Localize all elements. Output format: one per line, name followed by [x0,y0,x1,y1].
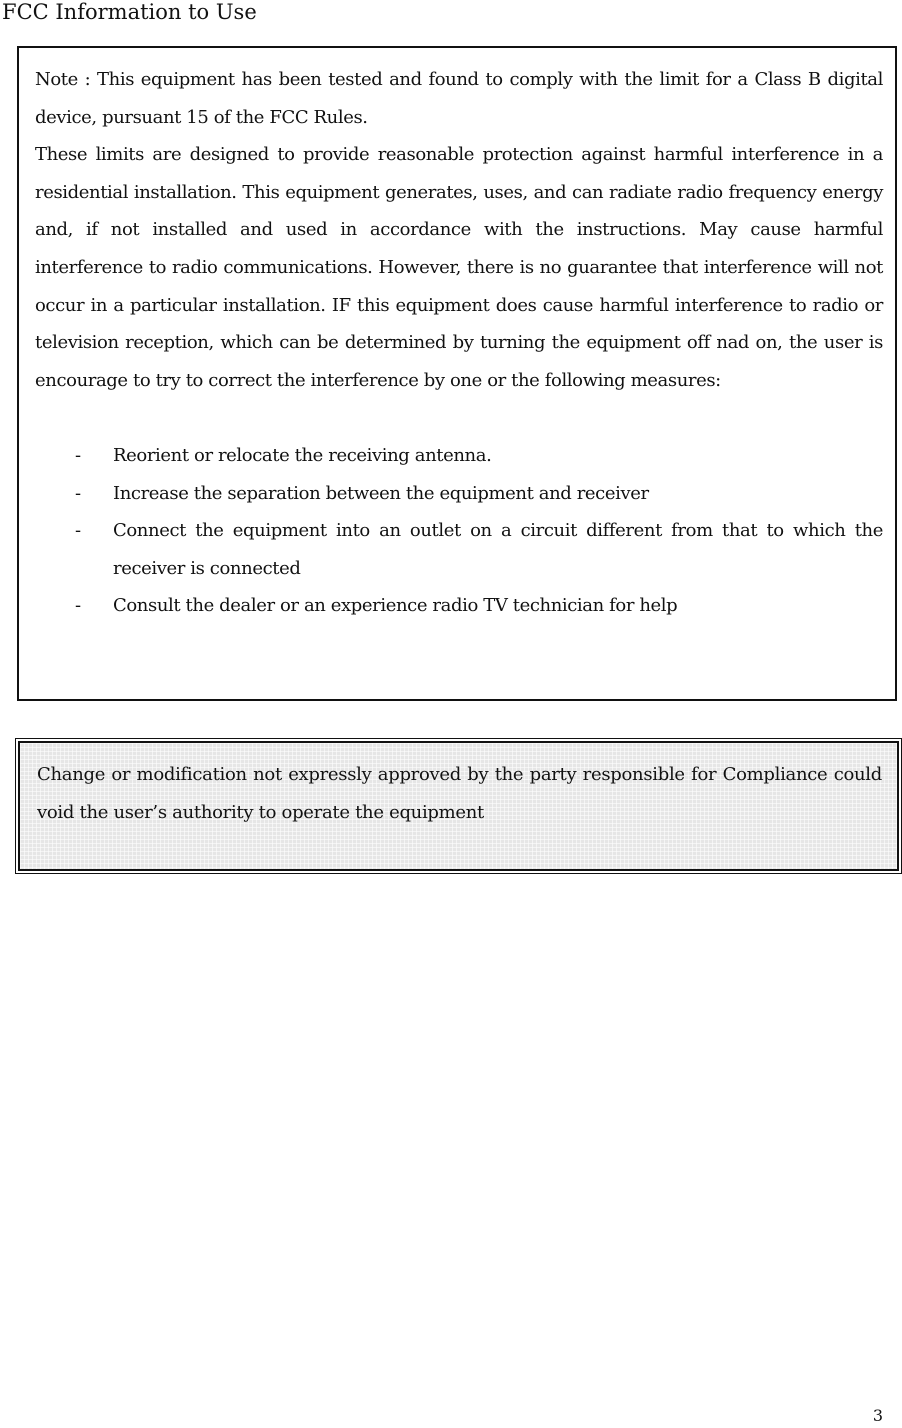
modification-warning-box [15,738,902,874]
measure-text: Reorient or relocate the receiving antenna. [113,444,492,466]
measure-text: Connect the equipment into an outlet on a circuit different from that to which the receiver is connected [113,520,883,579]
bullet-dash: - [75,444,81,466]
page-number: 3 [872,1406,883,1425]
bullet-dash: - [75,520,81,542]
measure-item [35,512,883,587]
measure-text: Increase the separation between the equipment and receiver [113,482,649,504]
measure-item [35,475,883,513]
warning-text: Change or modification not expressly approved by the party responsible for Compliance could void the user’s authority to operate the equipment [37,764,882,823]
bullet-dash: - [75,595,81,617]
notice-text [35,61,883,625]
bullet-dash: - [75,482,81,504]
measure-item [35,437,883,475]
notice-paragraph-interference: These limits are designed to provide reasonable protection against harmful interference in a residential installation. This equipment generates, uses, and can radiate radio frequency energy and, if not installed and used in accordance with the instructions. May cause harmful interference to radio communications. However, there is no guarantee that interference will not occur in a particular installation. IF this equipment does cause harmful interference to radio or television reception, which can be determined by turning the equipment off nad on, the user is encourage to try to correct the interference by one or the following measures: [35,144,883,391]
page-title: FCC Information to Use [2,0,257,24]
measure-item [35,587,883,625]
notice-paragraph-class-b: Note : This equipment has been tested and found to comply with the limit for a Class B digital device, pursuant 15 of the FCC Rules. [35,69,883,128]
fcc-notice-box [17,46,897,701]
warning-inner-panel [18,741,899,871]
measures-list [35,437,883,625]
measure-text: Consult the dealer or an experience radio TV technician for help [113,595,678,617]
